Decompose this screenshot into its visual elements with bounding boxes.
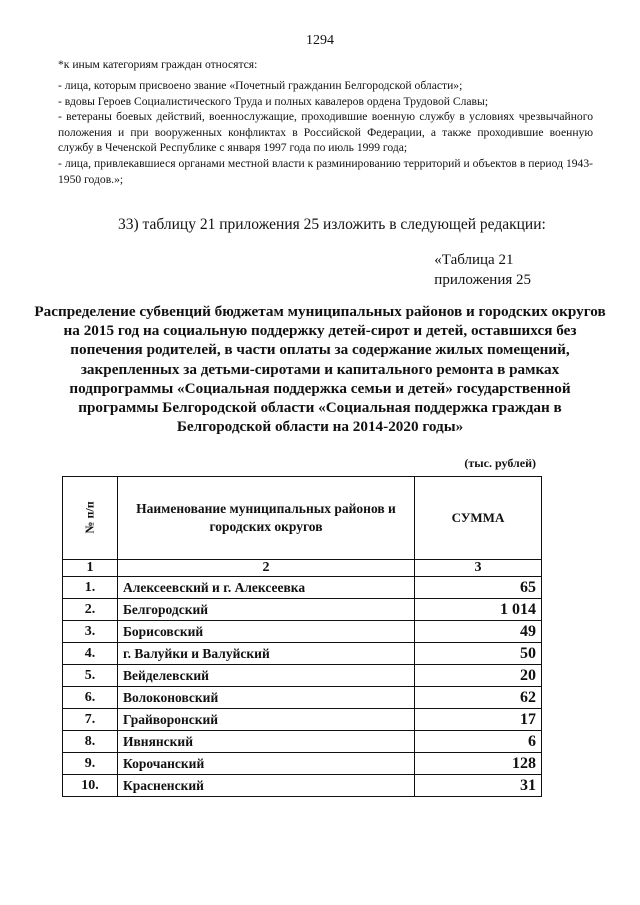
footnote-list xyxy=(58,78,593,187)
table-reference xyxy=(434,250,531,290)
column-number-row xyxy=(63,560,542,577)
table-row xyxy=(63,621,542,643)
row-name: Красненский xyxy=(118,775,415,797)
column-number: 3 xyxy=(415,560,542,577)
row-number: 4. xyxy=(63,643,118,665)
row-sum: 128 xyxy=(415,753,542,775)
row-number: 2. xyxy=(63,599,118,621)
footnote-heading: *к иным категориям граждан относятся: xyxy=(58,58,258,71)
table-row xyxy=(63,599,542,621)
header-name: Наименование муниципальных районов и городских округов xyxy=(118,477,415,560)
table-row xyxy=(63,577,542,599)
row-sum: 62 xyxy=(415,687,542,709)
table-row xyxy=(63,775,542,797)
header-num xyxy=(63,477,118,560)
row-sum: 20 xyxy=(415,665,542,687)
row-number: 9. xyxy=(63,753,118,775)
row-name: Ивнянский xyxy=(118,731,415,753)
row-sum: 17 xyxy=(415,709,542,731)
subsidy-table xyxy=(62,476,542,797)
row-name: Белгородский xyxy=(118,599,415,621)
table-reference-line: приложения 25 xyxy=(434,272,531,288)
table-row xyxy=(63,687,542,709)
row-number: 6. xyxy=(63,687,118,709)
table-row xyxy=(63,753,542,775)
row-number: 8. xyxy=(63,731,118,753)
table-reference-line: «Таблица 21 xyxy=(434,252,514,268)
footnote-item: - лица, привлекавшиеся органами местной власти к разминированию территорий и объектов в период 1943-1950 годов.»; xyxy=(58,156,593,186)
document-heading: Распределение субвенций бюджетам муниципальных районов и городских округов на 2015 год на социальную поддержку детей-сирот и детей, оставшихся без попечения родителей, в части оплаты за содержание жилых помещений, закрепленных за детьми-сиротами и капитального ремонта в рамках подпрограммы «Социальная поддержка семьи и детей» государственной программы Белгородской области «Социальная поддержка граждан в Белгородской области на 2014-2020 годы» xyxy=(34,303,606,436)
row-name: Вейделевский xyxy=(118,665,415,687)
row-name: г. Валуйки и Валуйский xyxy=(118,643,415,665)
row-number: 7. xyxy=(63,709,118,731)
column-number: 1 xyxy=(63,560,118,577)
table-row xyxy=(63,709,542,731)
row-sum: 1 014 xyxy=(415,599,542,621)
row-name: Грайворонский xyxy=(118,709,415,731)
row-number: 5. xyxy=(63,665,118,687)
footnote-item: - лица, которым присвоено звание «Почетный гражданин Белгородской области»; xyxy=(58,79,463,92)
row-name: Корочанский xyxy=(118,753,415,775)
table-row xyxy=(63,665,542,687)
row-number: 10. xyxy=(63,775,118,797)
row-number: 3. xyxy=(63,621,118,643)
unit-label: (тыс. рублей) xyxy=(464,456,536,470)
header-sum: СУММА xyxy=(415,477,542,560)
row-sum: 31 xyxy=(415,775,542,797)
table-row xyxy=(63,731,542,753)
column-number: 2 xyxy=(118,560,415,577)
row-name: Алексеевский и г. Алексеевка xyxy=(118,577,415,599)
row-name: Волоконовский xyxy=(118,687,415,709)
row-sum: 50 xyxy=(415,643,542,665)
row-name: Борисовский xyxy=(118,621,415,643)
row-sum: 49 xyxy=(415,621,542,643)
page-number: 1294 xyxy=(306,33,334,48)
footnote-item: - вдовы Героев Социалистического Труда и полных кавалеров ордена Трудовой Славы; xyxy=(58,94,489,108)
table-header-row xyxy=(63,477,542,560)
row-sum: 6 xyxy=(415,731,542,753)
table-row xyxy=(63,643,542,665)
footnote-item: - ветераны боевых действий, военнослужащие, проходившие военную службу в условиях чрезвычайного положения и при вооруженных конфликтах в Российской Федерации, а также проходившие военную службу в Чеченской Республике с января 1997 года по июль 1999 года; xyxy=(58,110,593,155)
row-number: 1. xyxy=(63,577,118,599)
header-num-label: № п/п xyxy=(82,501,97,534)
row-sum: 65 xyxy=(415,577,542,599)
instruction-text: 33) таблицу 21 приложения 25 изложить в следующей редакции: xyxy=(118,216,546,233)
